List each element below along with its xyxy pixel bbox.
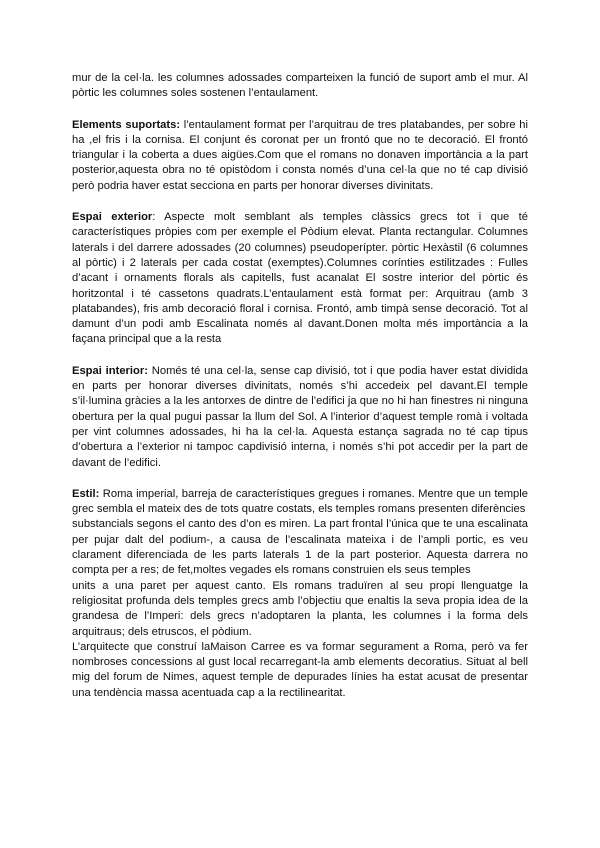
estil-heading: Estil:: [72, 487, 100, 500]
estil-text-1: Roma imperial, barreja de característiques gregues i romanes. Mentre que un temple grec sembla el mateix des de tots quatre costats, els temples romans presenten diferències: [72, 487, 528, 516]
elements-paragraph: [72, 118, 528, 194]
elements-text: l’entaulament format per l’arquitrau de tres platabandes, per sobre hi ha ,el fris i la cornisa. El conjunt és coronat per un frontó que no te decoració. El frontó triangular i la coberta a dues aigües.Com que el romans no donaven importància a la part posterior,aquesta obra no té opistòdom i consta només d’una cel·la que no té cap divisió però podria haver estat secciona en parts per honorar diverses divinitats.: [72, 118, 528, 192]
intro-paragraph: mur de la cel·la. les columnes adossades comparteixen la funció de suport amb el mur. Al pòrtic les columnes soles sostenen l’entaulament.: [72, 72, 528, 100]
interior-paragraph: [72, 364, 528, 471]
elements-heading: Elements suportats:: [72, 118, 181, 131]
estil-paragraph-2: substancials segons el canto des d’on es miren. La part frontal l’única que te una escalinata per pujar dalt del podium-, a causa de l’escalinata mateixa i de l’ampli portic, es veu clarament diferenciada de les parts laterals 1 de la part posterior. Aquesta darrera no compta per a res; de fet,moltes vegades els romans construien els seus temples: [72, 518, 528, 577]
estil-paragraph-3: units a una paret per aquest canto. Els romans traduïren al seu propi llenguatge la religiositat profunda dels temples grecs amb l’objectiu que enaltis la seva propia idea de la grandesa de l’Imperi: dels grecs n’adoptaren la planta, les columnes i la forma dels arquitraus; dels etruscos, el pòdium.: [72, 579, 528, 638]
exterior-text: : Aspecte molt semblant als temples clàssics grecs tot i que té característiques pròpies com per exemple el Pòdium elevat. Planta rectangular. Columnes laterals i del darrere adossades (20 columnes) pseudoperípter. pòrtic Hexàstil (6 columnes al pòrtic) i 2 laterals per cada costat (exemptes).Columnes corínties estilitzades : Fulles d’acant i ornaments florals als capitells, fust acanalat El sostre interior del pòrtic és horitzontal i té cassetons quadrats.L’entaulament està format per: Arquitrau (amb 3 platabandes), fris amb decoració floral i cornisa. Frontó, amb timpà sense decoració. Tot al damunt d’un podi amb Escalinata només al davant.Donen molta més importància a la façana principal que a la resta: [72, 211, 529, 346]
estil-paragraph-4: L’arquitecte que construí laMaison Carree es va formar segurament a Roma, però va fer nombroses concessions al gust local recarregant-la amb elements decoratius. Situat al bell mig del forum de Nimes, aquest temple de depurades línies ha estat acusat de presentar una tendència massa acentuada cap a la rectilinearitat.: [72, 640, 528, 699]
interior-heading: Espai interior:: [72, 364, 148, 377]
exterior-paragraph: [72, 210, 528, 348]
estil-paragraph: [72, 487, 528, 518]
interior-text: Només té una cel·la, sense cap divisió, tot i que podia haver estat dividida en parts per honorar diverses divinitats, només s’hi accedeix pel davant.El temple s’il·lumina gràcies a la les antorxes de dintre de l’edifici ja que no hi han finestres ni ninguna obertura per la qual pugui passar la llum del Sol. A l’interior d’aquest temple romà i voltada per vint columnes adossades, hi ha la cel·la. Aquesta estança sagrada no té cap tipus d’obertura a l’exterior ni tampoc capdivisió interna, i només s’hi pot accedir per la part de davant de l’edifici.: [72, 364, 528, 469]
document-body: [72, 71, 528, 701]
exterior-heading: Espai exterior: [72, 211, 153, 224]
